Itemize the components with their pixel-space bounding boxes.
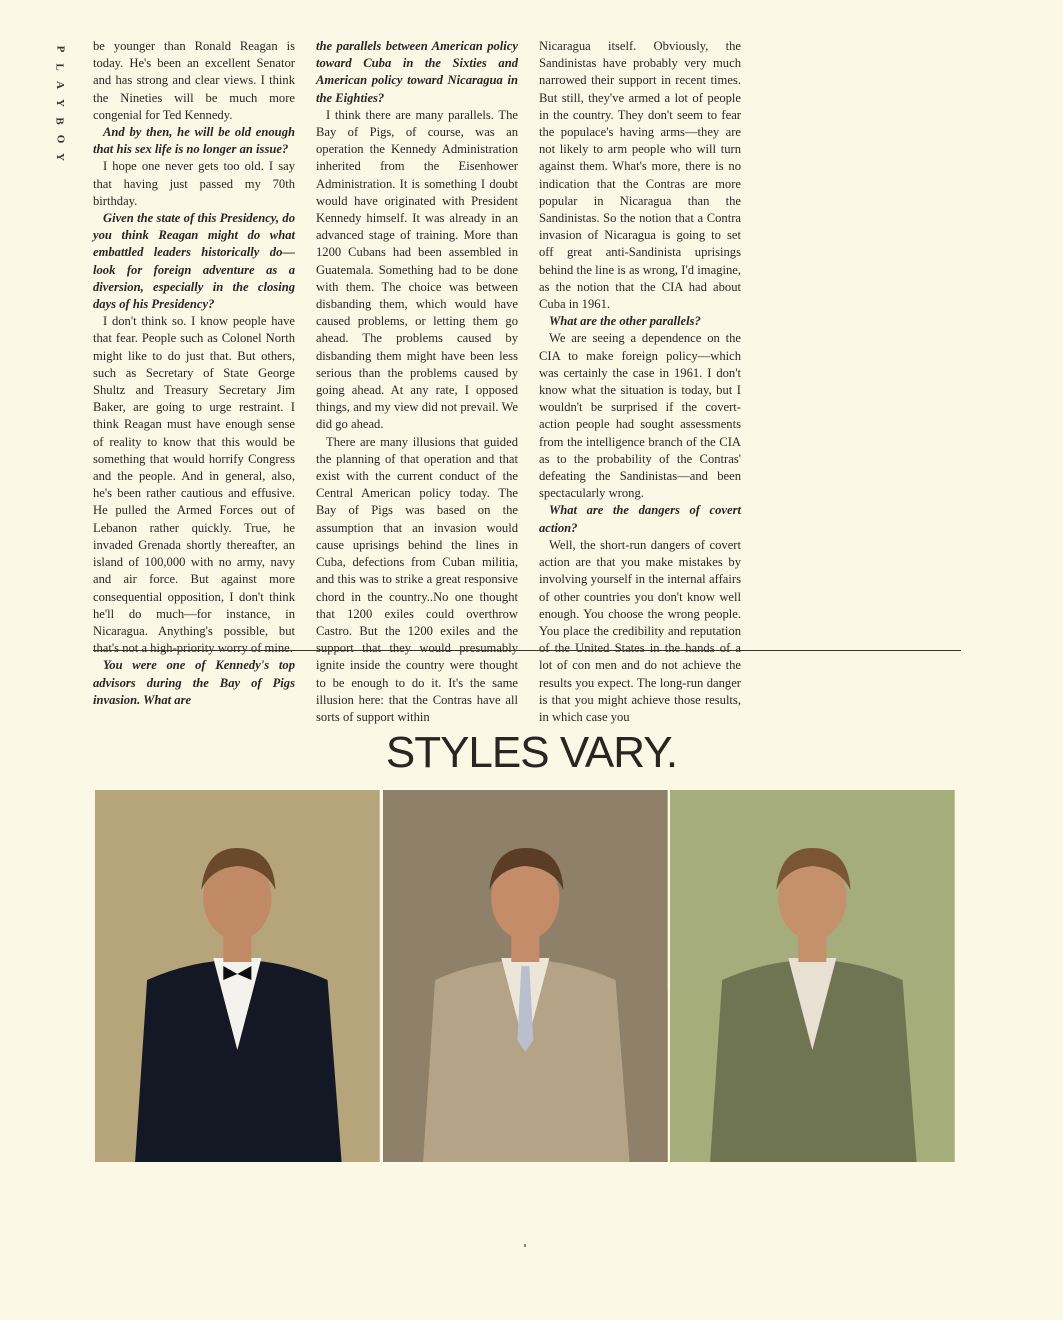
ad-headline: STYLES VARY. [385,728,678,777]
playboy-masthead-vertical [52,40,68,166]
ad-photo-strip [95,790,955,1162]
interview-answer: be younger than Ronald Reagan is today. He's been an excellent Senator and has strong and clear views. I think the Nineties will be much more congenial for Ted Kennedy. [93,39,295,122]
interview-answer: Nicaragua itself. Obviously, the Sandinistas have probably very much narrowed their support in recent times. But still, they've armed a lot of people in the country. They don't seem to fear the populace's having arms—they are not likely to arm people who will turn against them. What's more, there is no indication that the Contras are more popular in Nicaragua than the Sandinistas. So the notion that a Contra invasion of Nicaragua is going to set off great anti-Sandinista uprisings behind the line is as wrong, I'd imagine, as the notion that the CIA had about Cuba in 1961. [539,39,741,312]
article-columns [93,38,963,724]
interview-answer: We are seeing a dependence on the CIA to make foreign policy—which was certainly the case in 1961. I don't know what the situation is today, but I wouldn't be surprised if the covert-action people had sought assessments from the intelligence branch of the CIA as to the probability of the Contras' defeating the Sandinistas—and been spectacularly wrong. [539,331,741,501]
interview-answer: Well, the short-run dangers of covert action are that you make mistakes by involving yourself in the internal affairs of other countries you don't know well enough. You choose the wrong people. You place the credibility and reputation of the United States in the hands of a lot of con men and do not achieve the results you expect. The long-run danger is that you might achieve those results, in which case you [539,537,741,724]
page-speck [524,1244,526,1247]
man-in-tuxedo-photo [95,790,380,1162]
article-column-2 [316,38,518,724]
article-column-3 [539,38,741,724]
interview-question: What are the dangers of covert action? [539,503,741,535]
man-in-field-jacket-photo [670,790,955,1162]
interview-question: You were one of Kennedy's top advisors during the Bay of Pigs invasion. What are [93,658,295,707]
man-in-double-breasted-suit-photo [383,790,668,1162]
ad-photo-1 [95,790,380,1162]
masthead-letter: Y [53,99,66,107]
interview-answer: There are many illusions that guided the planning of that operation and that exist with the current conduct of the Central American policy today. The Bay of Pigs was based on the assumption that an invasion would cause uprisings behind the lines in Cuba, defections from Cuban militia, and this was to strike a great responsive chord in the country..No one thought that 1200 exiles could overthrow Castro. But the 1200 exiles and the support that they would presumably ignite inside the country were thought to be enough to do it. It's the same illusion here: that the Contras have all sorts of support within [316,434,518,724]
column-divider-rule [93,650,961,651]
interview-question: Given the state of this Presidency, do you think Reagan might do what embattled leaders historically do—look for foreign adventure as a diversion, especially in the closing days of his Presidency? [93,211,295,312]
ad-photo-2 [383,790,668,1162]
masthead-letter: P [53,45,66,53]
masthead-letter: B [54,117,66,125]
article-column-1 [93,38,295,707]
interview-question: And by then, he will be old enough that his sex life is no longer an issue? [93,125,295,157]
interview-question: the parallels between American policy toward Cuba in the Sixties and American policy toward Nicaragua in the Eighties? [316,39,518,105]
masthead-letter: Y [53,153,66,161]
masthead-letter: A [53,81,66,89]
interview-answer: I don't think so. I know people have that fear. People such as Colonel North might like to do just that. But others, such as Secretary of State George Shultz and Treasury Secretary Jim Baker, are going to urge restraint. I think Reagan must have enough sense of reality to know that this would be something that would horrify Congress and the people. And in general, also, he's been rather cautious and effusive. He pulled the Armed Forces out of Lebanon rather quickly. True, he invaded Grenada shortly thereafter, an island of 100,000 with no army, navy and air force. But against more consequential opposition, I don't think he'll do much—for instance, in Nicaragua. Anything's possible, but that's not a high-priority worry of mine. [93,314,295,656]
masthead-letter: O [54,134,66,144]
masthead-letter: L [54,63,66,71]
interview-question: What are the other parallels? [549,314,701,329]
interview-answer: I think there are many parallels. The Bay of Pigs, of course, was an operation the Kennedy Administration inherited from the Eisenhower Administration. It is something I doubt would have originated with President Kennedy himself. It was already in an advanced stage of training. More than 1200 Cubans had been assembled in Guatemala. Something had to be done with them. The choice was between disbanding them, which would have caused problems, or letting them go ahead. The problems caused by disbanding them might have been less serious than the problems caused by going ahead. At any rate, I opposed things, and my view did not prevail. We did go ahead. [316,107,518,432]
interview-answer: I hope one never gets too old. I say that having just passed my 70th birthday. [93,159,295,208]
ad-photo-3 [670,790,955,1162]
